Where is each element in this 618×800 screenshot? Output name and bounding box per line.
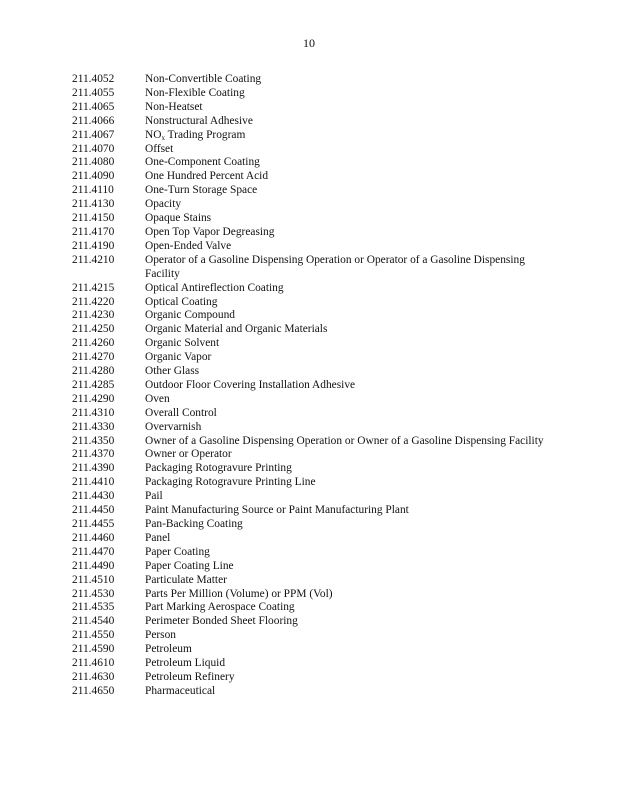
definition-entry (72, 337, 552, 351)
defined-term: Panel (145, 531, 171, 544)
section-number: 211.4270 (72, 351, 115, 364)
definition-entry (72, 143, 552, 157)
section-number: 211.4350 (72, 434, 115, 447)
defined-term: Perimeter Bonded Sheet Flooring (145, 615, 298, 628)
definition-entry (72, 490, 552, 504)
section-number: 211.4110 (72, 184, 114, 197)
section-number: 211.4455 (72, 518, 115, 530)
defined-term: Non-Flexible Coating (145, 86, 245, 99)
section-number: 211.4067 (72, 128, 115, 141)
section-number: 211.4250 (72, 323, 115, 336)
definition-entry (72, 129, 552, 143)
definition-entry (72, 351, 552, 365)
defined-term: Paint Manufacturing Source or Paint Manufacturing Plant (145, 504, 409, 517)
defined-term: Operator of a Gasoline Dispensing Operation or Operator of a Gasoline Dispensing Facility (145, 253, 525, 280)
defined-term: Person (145, 629, 177, 642)
defined-term: Opaque Stains (145, 212, 212, 225)
section-number: 211.4535 (72, 601, 115, 614)
term-prefix: NO (145, 128, 162, 141)
section-number: 211.4052 (72, 73, 115, 85)
section-number: 211.4510 (72, 573, 115, 586)
defined-term: Pharmaceutical (145, 684, 216, 697)
definition-entry (72, 296, 552, 310)
definition-entry (72, 115, 552, 129)
section-number: 211.4310 (72, 406, 115, 419)
section-number: 211.4550 (72, 629, 115, 642)
defined-term: Opacity (145, 198, 182, 211)
term-subscript: x (161, 133, 165, 142)
defined-term: Packaging Rotogravure Printing Line (145, 476, 316, 489)
defined-term: One Hundred Percent Acid (145, 170, 269, 183)
definition-entry (72, 462, 552, 476)
defined-term: Open Top Vapor Degreasing (145, 225, 275, 238)
definition-entry (72, 254, 552, 282)
section-number: 211.4070 (72, 142, 115, 155)
section-number: 211.4090 (72, 170, 115, 183)
defined-term: Nonstructural Adhesive (145, 114, 253, 127)
definition-entry (72, 546, 552, 560)
defined-term: Overvarnish (145, 420, 202, 433)
defined-term: Pail (145, 490, 163, 503)
definition-entry (72, 532, 552, 546)
definition-entry (72, 574, 552, 588)
definition-entry (72, 518, 552, 532)
section-number: 211.4370 (72, 448, 115, 461)
defined-term: Open-Ended Valve (145, 239, 232, 252)
definition-entry (72, 226, 552, 240)
defined-term: Parts Per Million (Volume) or PPM (Vol) (145, 587, 333, 600)
section-number: 211.4065 (72, 100, 115, 113)
defined-term: One-Component Coating (145, 156, 260, 169)
definition-entry (72, 184, 552, 198)
section-number: 211.4080 (72, 156, 115, 169)
definition-entry (72, 212, 552, 226)
defined-term: Other Glass (145, 365, 200, 378)
section-number: 211.4285 (72, 378, 115, 391)
section-number: 211.4430 (72, 490, 115, 503)
definition-entry (72, 407, 552, 421)
definition-entry (72, 73, 552, 87)
defined-term: Paper Coating (145, 545, 210, 558)
section-number: 211.4055 (72, 86, 115, 99)
definition-entry (72, 323, 552, 337)
section-number: 211.4470 (72, 545, 115, 558)
term-text: Trading Program (164, 128, 246, 141)
defined-term: Offset (145, 142, 174, 155)
defined-term: One-Turn Storage Space (145, 184, 258, 197)
section-number: 211.4450 (72, 504, 115, 517)
definition-entry (72, 435, 552, 449)
defined-term: Organic Compound (145, 309, 235, 322)
section-number: 211.4590 (72, 643, 115, 656)
definition-entry (72, 671, 552, 685)
defined-term: Optical Coating (145, 295, 218, 308)
defined-term: Owner of a Gasoline Dispensing Operation or Owner of a Gasoline Dispensing Facility (145, 434, 544, 447)
defined-term: Non-Heatset (145, 100, 203, 113)
defined-term (145, 129, 552, 143)
section-number: 211.4280 (72, 365, 115, 378)
defined-term: Overall Control (145, 406, 217, 419)
defined-term: Paper Coating Line (145, 559, 234, 572)
section-number: 211.4190 (72, 239, 115, 252)
definition-entry (72, 198, 552, 212)
section-number: 211.4390 (72, 462, 115, 475)
section-number: 211.4410 (72, 476, 115, 489)
section-number: 211.4630 (72, 670, 115, 683)
defined-term: Organic Solvent (145, 337, 220, 350)
section-number: 211.4460 (72, 531, 115, 544)
definition-entry (72, 365, 552, 379)
section-number: 211.4610 (72, 657, 115, 670)
section-number: 211.4650 (72, 684, 115, 697)
defined-term: Organic Vapor (145, 351, 212, 364)
section-number: 211.4066 (72, 114, 115, 127)
defined-term: Owner or Operator (145, 448, 232, 461)
definition-entry (72, 379, 552, 393)
defined-term: Petroleum Liquid (145, 657, 226, 670)
section-number: 211.4210 (72, 253, 115, 266)
defined-term: Non-Convertible Coating (145, 73, 262, 85)
section-number: 211.4530 (72, 587, 115, 600)
definition-entry (72, 643, 552, 657)
definition-entry (72, 393, 552, 407)
definition-entry (72, 156, 552, 170)
section-number: 211.4215 (72, 281, 115, 294)
defined-term: Petroleum (145, 643, 192, 656)
defined-term: Packaging Rotogravure Printing (145, 462, 292, 475)
section-number: 211.4290 (72, 392, 115, 405)
defined-term: Pan-Backing Coating (145, 518, 243, 530)
definition-entry (72, 282, 552, 296)
definitions-list (72, 73, 552, 699)
section-number: 211.4230 (72, 309, 115, 322)
definition-entry (72, 309, 552, 323)
definition-entry (72, 504, 552, 518)
definition-entry (72, 629, 552, 643)
definition-entry (72, 448, 552, 462)
definition-entry (72, 476, 552, 490)
section-number: 211.4150 (72, 212, 115, 225)
definition-entry (72, 685, 552, 699)
section-number: 211.4260 (72, 337, 115, 350)
definition-entry (72, 588, 552, 602)
defined-term: Optical Antireflection Coating (145, 281, 284, 294)
defined-term: Part Marking Aerospace Coating (145, 601, 295, 614)
definition-entry (72, 87, 552, 101)
section-number: 211.4220 (72, 295, 115, 308)
section-number: 211.4540 (72, 615, 115, 628)
page-number: 10 (303, 36, 315, 50)
definition-entry (72, 657, 552, 671)
defined-term: Outdoor Floor Covering Installation Adhesive (145, 378, 356, 391)
section-number: 211.4130 (72, 198, 115, 211)
section-number: 211.4490 (72, 559, 115, 572)
definition-entry (72, 560, 552, 574)
defined-term: Particulate Matter (145, 573, 227, 586)
definition-entry (72, 101, 552, 115)
definition-entry (72, 615, 552, 629)
definition-entry (72, 240, 552, 254)
definition-entry (72, 601, 552, 615)
definition-entry (72, 421, 552, 435)
defined-term: Oven (145, 392, 170, 405)
defined-term: Organic Material and Organic Materials (145, 323, 328, 336)
section-number: 211.4330 (72, 420, 115, 433)
definition-entry (72, 170, 552, 184)
defined-term: Petroleum Refinery (145, 670, 235, 683)
section-number: 211.4170 (72, 225, 115, 238)
